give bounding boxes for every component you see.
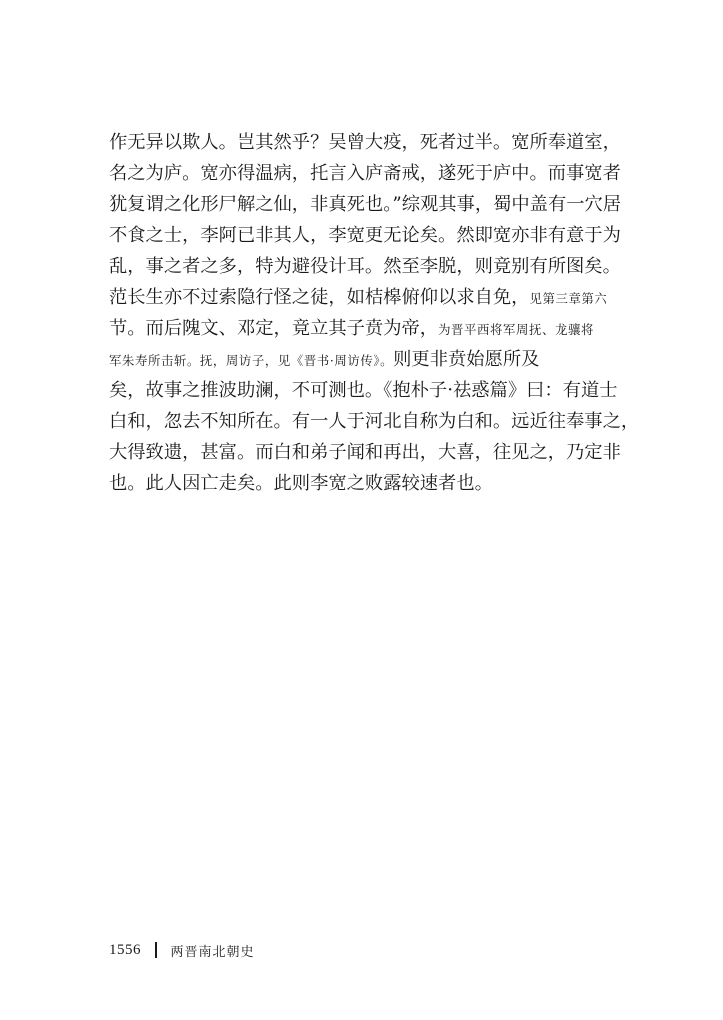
page-number: 1556 <box>109 941 141 958</box>
text-segment: 则更非贲始愿所及 <box>393 349 540 370</box>
text-segment: 范长生亦不过索隐行怪之徒，如桔槔俯仰以求自免， <box>109 287 530 308</box>
page-body <box>109 127 640 499</box>
text-line: 矣，故事之推波助澜，不可测也。《抱朴子·祛惑篇》曰：有道士 <box>109 380 618 401</box>
text-line: 名之为庐。宽亦得温病，托言入庐斋戒，遂死于庐中。而事宽者 <box>109 163 621 184</box>
text-line: 不食之士，李阿已非其人，李宽更无论矣。然即宽亦非有意于为 <box>109 225 621 246</box>
text-line: 犹复谓之化形尸解之仙，非真死也。”综观其事，蜀中盖有一穴居 <box>109 194 622 215</box>
text-line: 大得致遗，甚富。而白和弟子闻和再出，大喜，往见之，乃定非 <box>109 442 621 463</box>
text-line: 乱，事之者之多，特为避役计耳。然至李脱，则竟别有所图矣。 <box>109 256 621 277</box>
text-segment: 节。而后隗文、邓定，竟立其子贲为帝， <box>109 318 439 339</box>
text-line-with-note <box>109 313 617 344</box>
inline-note: 见第三章第六 <box>529 291 608 306</box>
text-line-with-note <box>109 282 617 313</box>
footer-divider <box>155 942 157 958</box>
text-line-with-note <box>109 344 617 375</box>
text-line: 作无异以欺人。岂其然乎？吴曾大疫，死者过半。宽所奉道室， <box>109 132 621 153</box>
inline-note: 军朱寿所击斩。抚，周访子，见《晋书·周访传》。 <box>109 353 394 368</box>
book-title: 两晋南北朝史 <box>170 944 255 960</box>
text-line: 也。此人因亡走矣。此则李宽之败露较速者也。 <box>109 473 493 494</box>
inline-note: 为晋平西将军周抚、龙骧将 <box>438 322 594 337</box>
page-footer <box>109 938 255 962</box>
text-line: 白和，忽去不知所在。有一人于河北自称为白和。远近往奉事之， <box>109 411 640 432</box>
